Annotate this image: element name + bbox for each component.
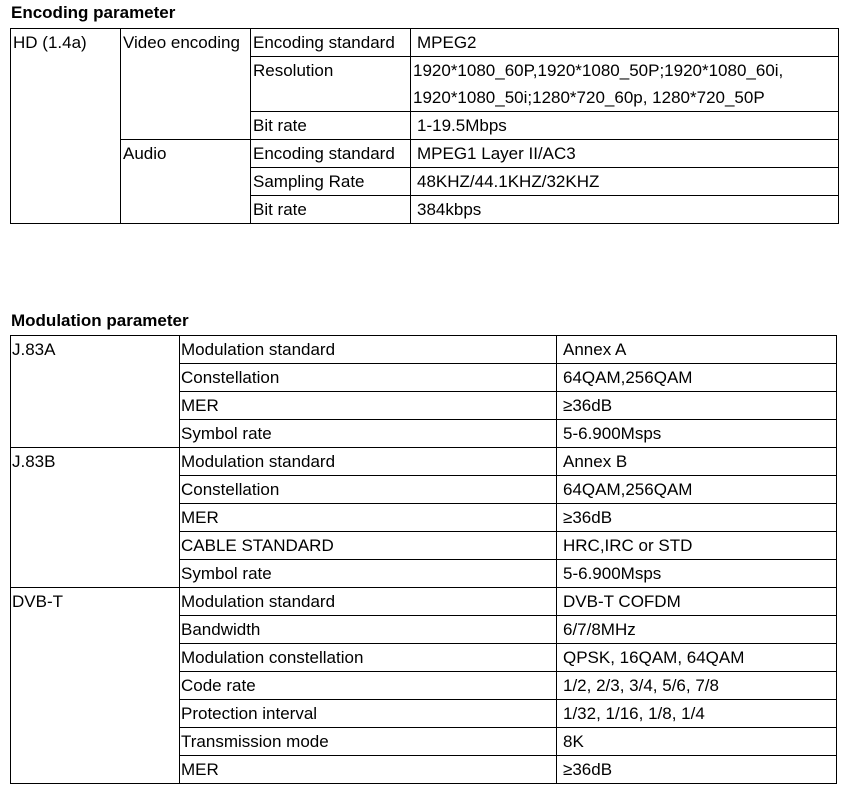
param-cell: Constellation bbox=[180, 476, 557, 504]
param-cell: Modulation constellation bbox=[180, 644, 557, 672]
group-name-cell: J.83A bbox=[11, 336, 180, 448]
audio-cell: Audio bbox=[121, 140, 251, 224]
table-row bbox=[11, 336, 837, 364]
param-cell: Sampling Rate bbox=[251, 168, 411, 196]
param-cell: MER bbox=[180, 756, 557, 784]
param-cell: Bit rate bbox=[251, 196, 411, 224]
param-cell: Encoding standard bbox=[251, 140, 411, 168]
value-cell: Annex A bbox=[557, 336, 837, 364]
value-cell: 5-6.900Msps bbox=[557, 560, 837, 588]
value-cell: 1920*1080_60P,1920*1080_50P;1920*1080_60i, 1920*1080_50i;1280*720_60p, 1280*720_50P bbox=[411, 57, 839, 112]
param-cell: Code rate bbox=[180, 672, 557, 700]
param-cell: Bandwidth bbox=[180, 616, 557, 644]
param-cell: Transmission mode bbox=[180, 728, 557, 756]
table-row bbox=[11, 29, 839, 57]
value-cell: MPEG1 Layer II/AC3 bbox=[411, 140, 839, 168]
table-row bbox=[11, 140, 839, 168]
value-cell: QPSK, 16QAM, 64QAM bbox=[557, 644, 837, 672]
encoding-parameter-table bbox=[10, 28, 839, 224]
modulation-section-title: Modulation parameter bbox=[11, 311, 189, 330]
value-cell: 1-19.5Mbps bbox=[411, 112, 839, 140]
param-cell: Modulation standard bbox=[180, 588, 557, 616]
param-cell: Encoding standard bbox=[251, 29, 411, 57]
value-cell: Annex B bbox=[557, 448, 837, 476]
value-cell: DVB-T COFDM bbox=[557, 588, 837, 616]
param-cell: CABLE STANDARD bbox=[180, 532, 557, 560]
param-cell: Resolution bbox=[251, 57, 411, 112]
param-cell: Symbol rate bbox=[180, 420, 557, 448]
param-cell: Modulation standard bbox=[180, 336, 557, 364]
param-cell: Bit rate bbox=[251, 112, 411, 140]
value-cell: ≥36dB bbox=[557, 392, 837, 420]
modulation-parameter-table bbox=[10, 335, 837, 784]
value-cell: ≥36dB bbox=[557, 756, 837, 784]
value-cell: 1/32, 1/16, 1/8, 1/4 bbox=[557, 700, 837, 728]
value-cell: 384kbps bbox=[411, 196, 839, 224]
param-cell: Protection interval bbox=[180, 700, 557, 728]
value-cell: 64QAM,256QAM bbox=[557, 476, 837, 504]
value-cell: 8K bbox=[557, 728, 837, 756]
encoding-section-title: Encoding parameter bbox=[11, 3, 176, 22]
table-row bbox=[11, 588, 837, 616]
video-encoding-cell: Video encoding bbox=[121, 29, 251, 140]
group-name-cell: DVB-T bbox=[11, 588, 180, 784]
param-cell: MER bbox=[180, 392, 557, 420]
value-cell: 6/7/8MHz bbox=[557, 616, 837, 644]
value-cell: 64QAM,256QAM bbox=[557, 364, 837, 392]
value-cell: 48KHZ/44.1KHZ/32KHZ bbox=[411, 168, 839, 196]
param-cell: Modulation standard bbox=[180, 448, 557, 476]
value-cell: ≥36dB bbox=[557, 504, 837, 532]
value-cell: 1/2, 2/3, 3/4, 5/6, 7/8 bbox=[557, 672, 837, 700]
value-cell: HRC,IRC or STD bbox=[557, 532, 837, 560]
param-cell: Constellation bbox=[180, 364, 557, 392]
param-cell: Symbol rate bbox=[180, 560, 557, 588]
group-name-cell: J.83B bbox=[11, 448, 180, 588]
hd-version-cell: HD (1.4a) bbox=[11, 29, 121, 224]
table-row bbox=[11, 448, 837, 476]
value-cell: 5-6.900Msps bbox=[557, 420, 837, 448]
param-cell: MER bbox=[180, 504, 557, 532]
value-cell: MPEG2 bbox=[411, 29, 839, 57]
